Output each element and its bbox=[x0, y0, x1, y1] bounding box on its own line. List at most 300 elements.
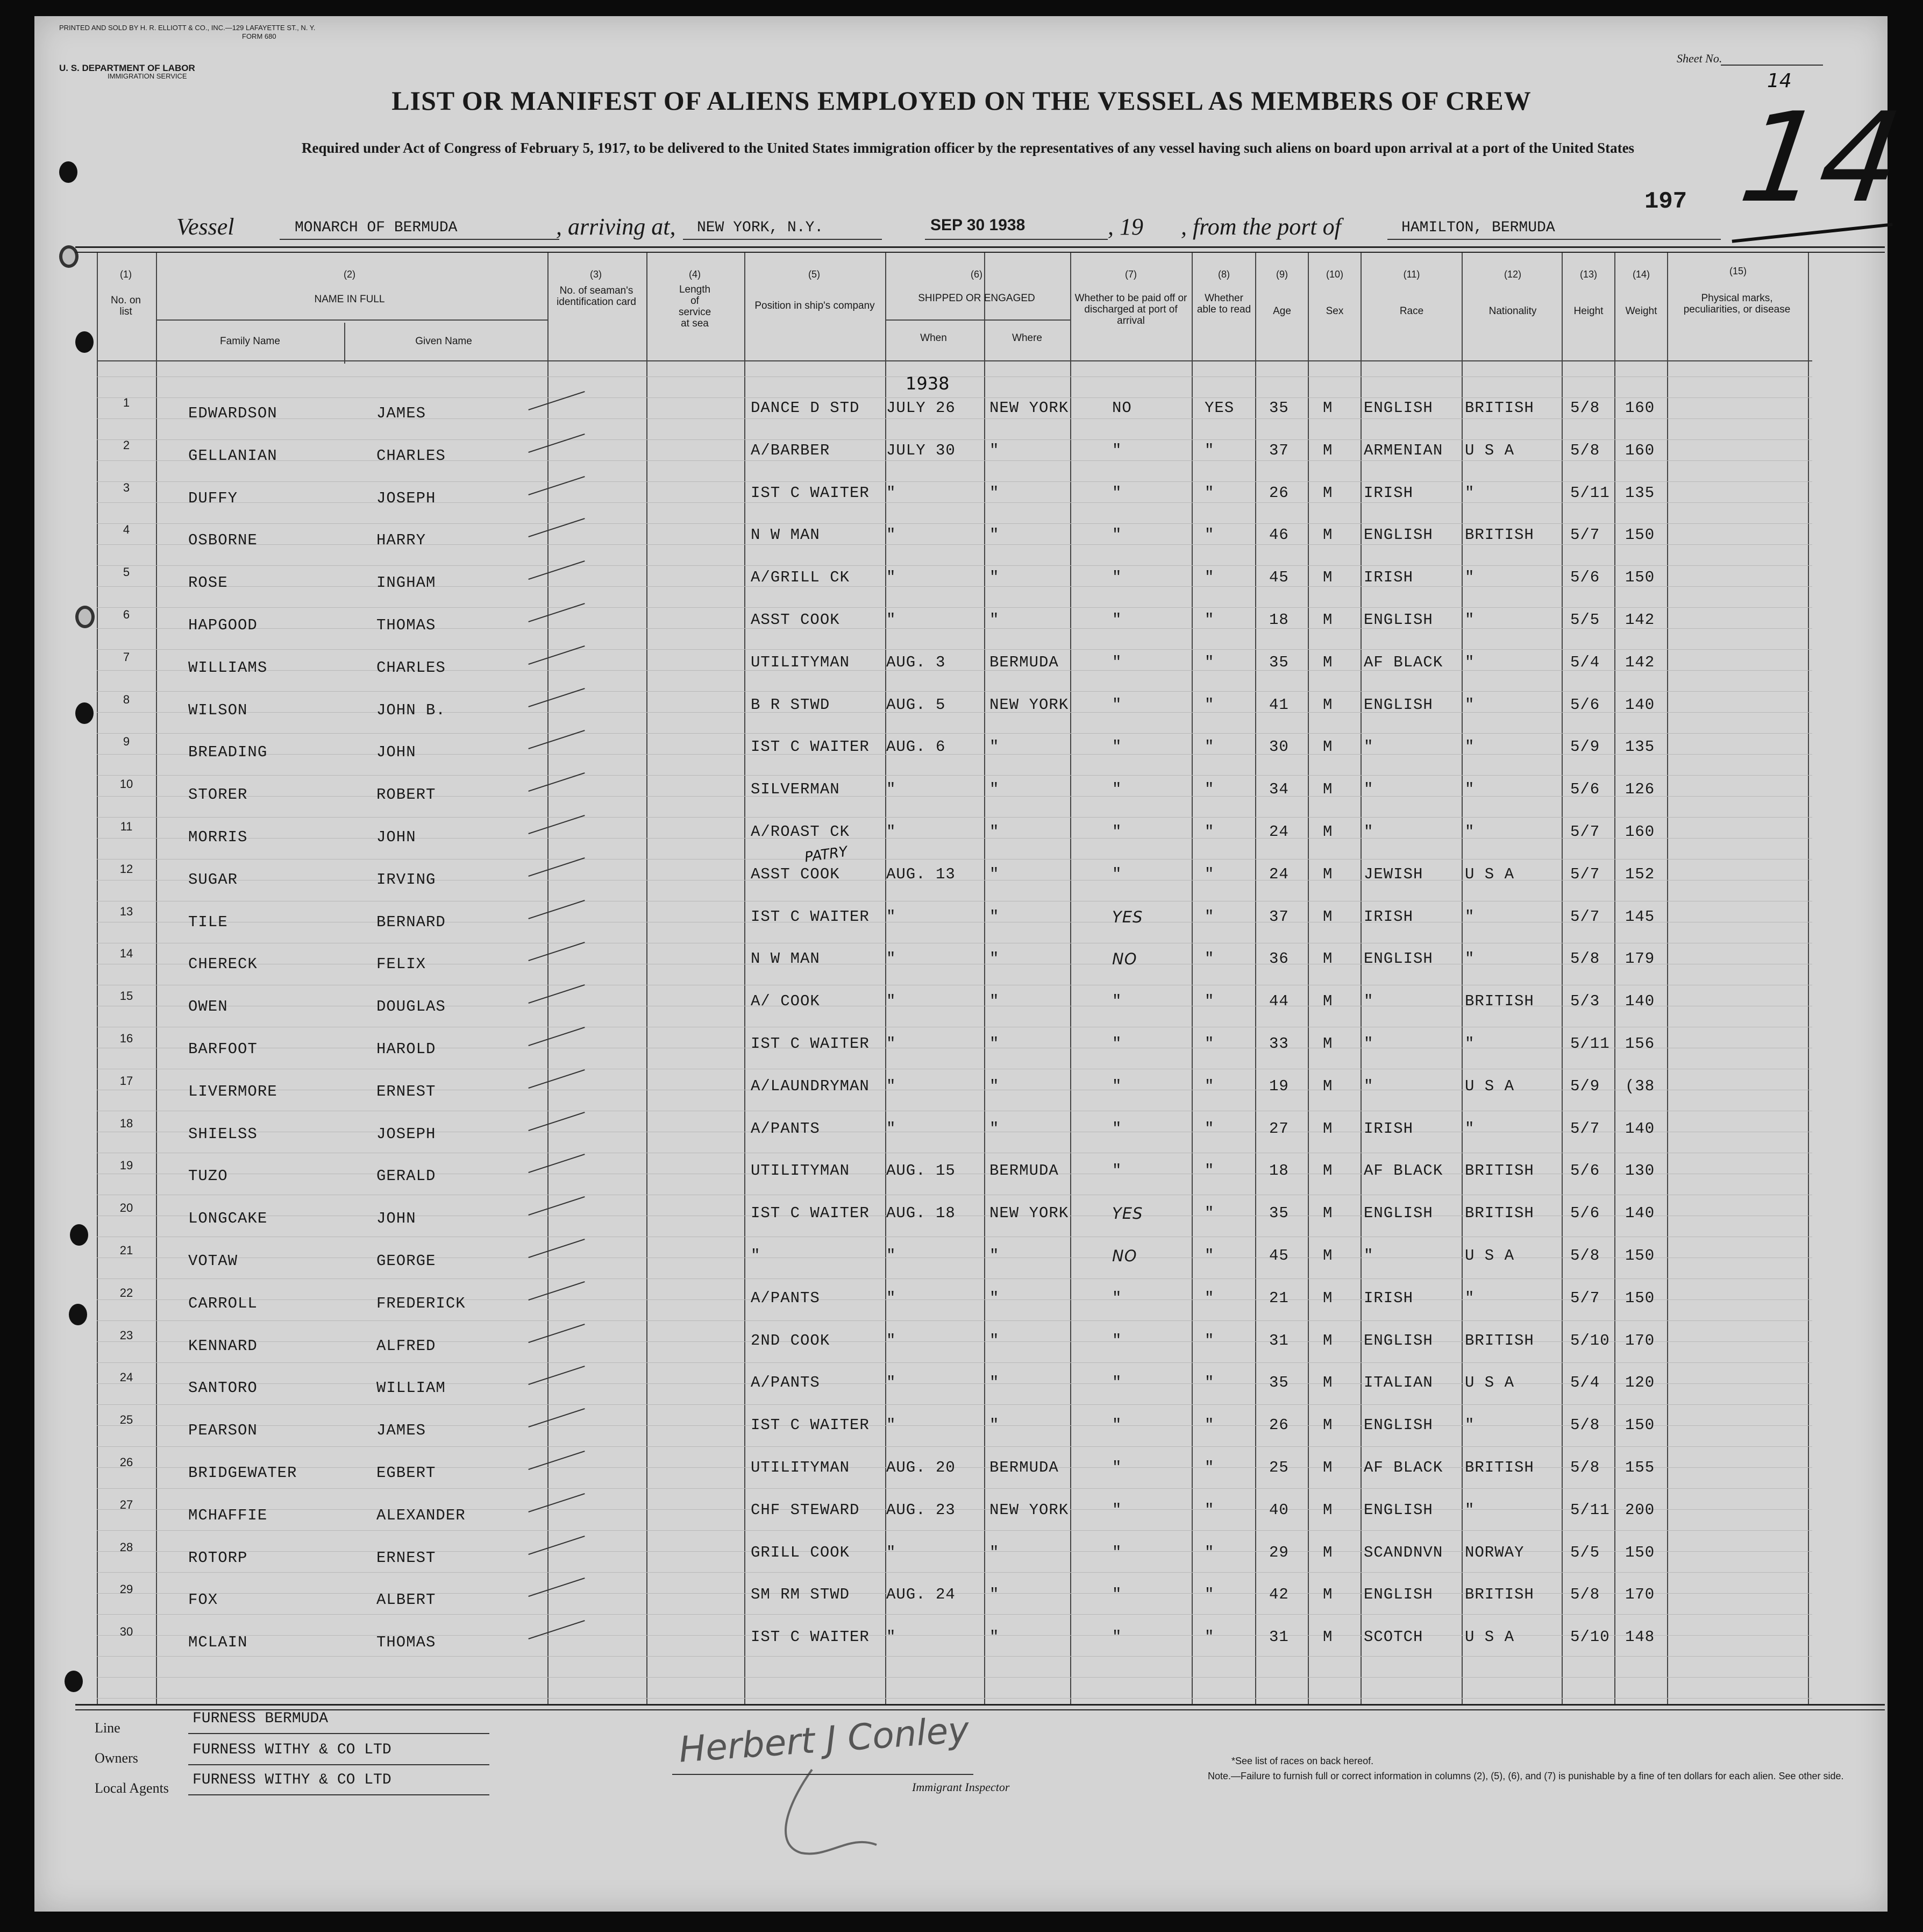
cell-paid: " bbox=[1112, 611, 1122, 629]
cell-family: WILSON bbox=[188, 701, 248, 719]
ruled-line bbox=[97, 733, 1812, 734]
row-number: 13 bbox=[119, 905, 133, 918]
table-top-rule bbox=[75, 246, 1885, 248]
cell-given: ROBERT bbox=[376, 786, 436, 804]
ruled-line bbox=[97, 544, 1812, 545]
cell-weight: 135 bbox=[1625, 738, 1655, 756]
cell-weight: 140 bbox=[1625, 992, 1655, 1010]
cell-when: JULY 30 bbox=[886, 442, 956, 459]
cell-nat: " bbox=[1465, 780, 1475, 798]
ruled-line bbox=[97, 670, 1812, 671]
column-rule bbox=[1667, 253, 1668, 1705]
cell-pos: ASST COOK bbox=[751, 865, 840, 883]
cell-pos: GRILL COOK bbox=[751, 1544, 850, 1561]
cell-pos: A/PANTS bbox=[751, 1120, 820, 1138]
cell-weight: 200 bbox=[1625, 1501, 1655, 1519]
ruled-line bbox=[97, 1299, 1812, 1300]
cell-nat: BRITISH bbox=[1465, 1332, 1534, 1349]
cell-nat: " bbox=[1465, 1289, 1475, 1307]
col9-header: Age bbox=[1273, 306, 1291, 317]
cell-where: " bbox=[989, 442, 1000, 459]
cell-sex: M bbox=[1323, 399, 1333, 417]
cell-when: " bbox=[886, 1628, 896, 1646]
ruled-line bbox=[97, 628, 1812, 629]
cell-given: THOMAS bbox=[376, 616, 436, 634]
cell-weight: 160 bbox=[1625, 442, 1655, 459]
col9-number: (9) bbox=[1276, 269, 1288, 280]
cell-when: " bbox=[886, 908, 896, 926]
cell-family: TILE bbox=[188, 913, 228, 931]
line-underline bbox=[188, 1733, 489, 1734]
cell-age: 34 bbox=[1269, 780, 1289, 798]
cell-weight: 160 bbox=[1625, 399, 1655, 417]
row-number: 18 bbox=[119, 1117, 133, 1130]
cell-height: 5/7 bbox=[1570, 823, 1600, 841]
date-line bbox=[925, 239, 1108, 240]
cell-height: 5/6 bbox=[1570, 780, 1600, 798]
cell-where: " bbox=[989, 1374, 1000, 1391]
ruled-line bbox=[97, 1320, 1812, 1321]
cell-sex: M bbox=[1323, 1586, 1333, 1603]
cell-sex: M bbox=[1323, 1120, 1333, 1138]
cell-read: " bbox=[1205, 1501, 1215, 1519]
cell-weight: 160 bbox=[1625, 823, 1655, 841]
ruled-line bbox=[97, 523, 1812, 524]
cell-pos: " bbox=[751, 1247, 761, 1265]
cell-family: MORRIS bbox=[188, 828, 248, 846]
cell-when: " bbox=[886, 992, 896, 1010]
cell-where: " bbox=[989, 569, 1000, 586]
cell-height: 5/7 bbox=[1570, 1120, 1600, 1138]
cell-given: JOHN bbox=[376, 1210, 416, 1227]
cell-age: 37 bbox=[1269, 908, 1289, 926]
cell-age: 27 bbox=[1269, 1120, 1289, 1138]
cell-read: " bbox=[1205, 1416, 1215, 1434]
cell-when: " bbox=[886, 950, 896, 968]
col6-number: (6) bbox=[971, 269, 982, 280]
agents-label: Local Agents bbox=[95, 1780, 169, 1796]
cell-race: " bbox=[1364, 1247, 1374, 1265]
cell-age: 24 bbox=[1269, 865, 1289, 883]
penalty-note: Note.—Failure to furnish full or correct information in columns (2), (5), (6), and (7) is punishable by a fine of ten dollars for each alien. See other side. bbox=[1208, 1771, 1844, 1781]
cell-paid: " bbox=[1112, 1416, 1122, 1434]
cell-nat: " bbox=[1465, 1416, 1475, 1434]
cell-paid: YES bbox=[1112, 908, 1143, 926]
cell-where: " bbox=[989, 908, 1000, 926]
cell-race: " bbox=[1364, 780, 1374, 798]
cell-race: AF BLACK bbox=[1364, 654, 1443, 671]
inspector-signature: Herbert J Conley bbox=[677, 1709, 971, 1771]
cell-paid: " bbox=[1112, 1501, 1122, 1519]
col7-number: (7) bbox=[1125, 269, 1137, 280]
column-rule bbox=[984, 253, 985, 1705]
cell-age: 19 bbox=[1269, 1077, 1289, 1095]
cell-age: 45 bbox=[1269, 569, 1289, 586]
cell-paid: " bbox=[1112, 484, 1122, 502]
cell-age: 26 bbox=[1269, 1416, 1289, 1434]
cell-sex: M bbox=[1323, 950, 1333, 968]
cell-paid: " bbox=[1112, 1077, 1122, 1095]
cell-race: ENGLISH bbox=[1364, 526, 1433, 544]
cell-race: IRISH bbox=[1364, 569, 1414, 586]
ruled-line bbox=[97, 1425, 1812, 1426]
col3-header: No. of seaman's identification card bbox=[557, 285, 636, 308]
cell-weight: 152 bbox=[1625, 865, 1655, 883]
cell-sex: M bbox=[1323, 865, 1333, 883]
from-label: , from the port of bbox=[1181, 214, 1341, 240]
row-number: 20 bbox=[119, 1201, 133, 1214]
col10-number: (10) bbox=[1326, 269, 1343, 280]
header-rule bbox=[156, 319, 547, 321]
cell-weight: 155 bbox=[1625, 1459, 1655, 1476]
cell-read: " bbox=[1205, 1162, 1215, 1180]
cell-pos: UTILITYMAN bbox=[751, 1459, 850, 1476]
cell-where: " bbox=[989, 780, 1000, 798]
cell-race: SCOTCH bbox=[1364, 1628, 1423, 1646]
cell-height: 5/5 bbox=[1570, 611, 1600, 629]
cell-paid: " bbox=[1112, 1162, 1122, 1180]
cell-read: " bbox=[1205, 526, 1215, 544]
ruled-line bbox=[97, 1341, 1812, 1342]
cell-paid: " bbox=[1112, 442, 1122, 459]
header-bottom-rule bbox=[97, 360, 1812, 361]
column-rule bbox=[1808, 253, 1809, 1705]
signature-flourish bbox=[753, 1764, 893, 1861]
ruled-line bbox=[97, 1278, 1812, 1279]
cell-family: ROTORP bbox=[188, 1549, 248, 1567]
row-number: 26 bbox=[119, 1455, 133, 1469]
cell-age: 18 bbox=[1269, 1162, 1289, 1180]
cell-where: " bbox=[989, 738, 1000, 756]
from-port-line bbox=[1387, 239, 1721, 240]
punch-hole bbox=[75, 606, 95, 628]
cell-race: ENGLISH bbox=[1364, 399, 1433, 417]
cell-height: 5/4 bbox=[1570, 654, 1600, 671]
cell-read: " bbox=[1205, 1035, 1215, 1053]
column-rule bbox=[1462, 253, 1463, 1705]
cell-height: 5/8 bbox=[1570, 1586, 1600, 1603]
cell-nat: BRITISH bbox=[1465, 1162, 1534, 1180]
cell-nat: U S A bbox=[1465, 865, 1515, 883]
cell-sex: M bbox=[1323, 1544, 1333, 1561]
ruled-line bbox=[97, 649, 1812, 650]
column-rule bbox=[885, 253, 886, 1705]
cell-paid: " bbox=[1112, 569, 1122, 586]
cell-weight: 179 bbox=[1625, 950, 1655, 968]
cell-where: " bbox=[989, 611, 1000, 629]
cell-paid: " bbox=[1112, 865, 1122, 883]
cell-given: HAROLD bbox=[376, 1040, 436, 1058]
cell-where: " bbox=[989, 1628, 1000, 1646]
col2-number: (2) bbox=[344, 269, 355, 280]
cell-when: " bbox=[886, 1416, 896, 1434]
sheet-number-label: Sheet No. bbox=[1677, 52, 1722, 65]
punch-hole bbox=[70, 1224, 88, 1246]
cell-race: ARMENIAN bbox=[1364, 442, 1443, 459]
ruled-line bbox=[97, 796, 1812, 797]
cell-sex: M bbox=[1323, 1035, 1333, 1053]
cell-weight: 145 bbox=[1625, 908, 1655, 926]
column-rule bbox=[744, 253, 745, 1705]
cell-nat: BRITISH bbox=[1465, 1459, 1534, 1476]
cell-sex: M bbox=[1323, 738, 1333, 756]
cell-weight: 140 bbox=[1625, 1120, 1655, 1138]
column-rule bbox=[1614, 253, 1615, 1705]
cell-height: 5/11 bbox=[1570, 1035, 1610, 1053]
cell-weight: 120 bbox=[1625, 1374, 1655, 1391]
cell-given: INGHAM bbox=[376, 574, 436, 592]
col10-header: Sex bbox=[1326, 306, 1344, 317]
cell-pos: B R STWD bbox=[751, 696, 830, 714]
cell-given: CHARLES bbox=[376, 659, 446, 677]
cell-sex: M bbox=[1323, 1204, 1333, 1222]
cell-age: 44 bbox=[1269, 992, 1289, 1010]
cell-nat: " bbox=[1465, 950, 1475, 968]
cell-weight: 150 bbox=[1625, 1416, 1655, 1434]
cell-paid: " bbox=[1112, 1628, 1122, 1646]
cell-family: CARROLL bbox=[188, 1295, 258, 1312]
cell-weight: 150 bbox=[1625, 1544, 1655, 1561]
cell-read: " bbox=[1205, 1289, 1215, 1307]
cell-given: EGBERT bbox=[376, 1464, 436, 1482]
cell-read: " bbox=[1205, 1459, 1215, 1476]
cell-nat: " bbox=[1465, 569, 1475, 586]
ruled-line bbox=[97, 1677, 1812, 1678]
cell-where: " bbox=[989, 1120, 1000, 1138]
cell-where: BERMUDA bbox=[989, 654, 1059, 671]
ruled-line bbox=[97, 502, 1812, 503]
cell-sex: M bbox=[1323, 611, 1333, 629]
ruled-line bbox=[97, 565, 1812, 566]
cell-nat: " bbox=[1465, 611, 1475, 629]
cell-given: GEORGE bbox=[376, 1252, 436, 1270]
cell-family: BARFOOT bbox=[188, 1040, 258, 1058]
cell-when: " bbox=[886, 484, 896, 502]
cell-given: ALBERT bbox=[376, 1591, 436, 1609]
cell-given: JOSEPH bbox=[376, 489, 436, 507]
cell-when: AUG. 6 bbox=[886, 738, 946, 756]
col3-number: (3) bbox=[590, 269, 602, 280]
cell-nat: " bbox=[1465, 738, 1475, 756]
cell-race: ENGLISH bbox=[1364, 1501, 1433, 1519]
cell-family: MCHAFFIE bbox=[188, 1507, 268, 1524]
ruled-line bbox=[97, 481, 1812, 482]
cell-height: 5/3 bbox=[1570, 992, 1600, 1010]
cell-pos: UTILITYMAN bbox=[751, 1162, 850, 1180]
cell-weight: 150 bbox=[1625, 569, 1655, 586]
cell-nat: " bbox=[1465, 1501, 1475, 1519]
cell-height: 5/6 bbox=[1570, 696, 1600, 714]
col1-header: No. on list bbox=[111, 295, 141, 317]
cell-pos: IST C WAITER bbox=[751, 1035, 870, 1053]
cell-paid: " bbox=[1112, 1374, 1122, 1391]
cell-paid: NO bbox=[1112, 950, 1137, 968]
cell-where: " bbox=[989, 1247, 1000, 1265]
cell-when: AUG. 5 bbox=[886, 696, 946, 714]
col6-header: SHIPPED OR ENGAGED bbox=[918, 293, 1035, 304]
ruled-line bbox=[97, 586, 1812, 587]
year-annotation: 1938 bbox=[906, 373, 950, 394]
cell-family: DUFFY bbox=[188, 489, 238, 507]
cell-when: AUG. 18 bbox=[886, 1204, 956, 1222]
cell-weight: 135 bbox=[1625, 484, 1655, 502]
pastry-annotation: PATRY bbox=[803, 843, 849, 866]
cell-when: AUG. 15 bbox=[886, 1162, 956, 1180]
cell-race: " bbox=[1364, 823, 1374, 841]
cell-weight: 150 bbox=[1625, 526, 1655, 544]
col8-number: (8) bbox=[1218, 269, 1230, 280]
cell-read: " bbox=[1205, 696, 1215, 714]
cell-where: " bbox=[989, 865, 1000, 883]
column-rule bbox=[1562, 253, 1563, 1705]
arriving-port: NEW YORK, N.Y. bbox=[697, 219, 824, 236]
cell-read: YES bbox=[1205, 399, 1235, 417]
cell-family: FOX bbox=[188, 1591, 218, 1609]
cell-race: IRISH bbox=[1364, 1289, 1414, 1307]
ruled-line bbox=[97, 859, 1812, 860]
row-number: 6 bbox=[123, 608, 130, 621]
cell-family: SUGAR bbox=[188, 871, 238, 889]
cell-race: ENGLISH bbox=[1364, 1332, 1433, 1349]
cell-height: 5/10 bbox=[1570, 1628, 1610, 1646]
cell-sex: M bbox=[1323, 654, 1333, 671]
cell-when: AUG. 13 bbox=[886, 865, 956, 883]
cell-where: NEW YORK bbox=[989, 1204, 1069, 1222]
cell-weight: 140 bbox=[1625, 1204, 1655, 1222]
cell-sex: M bbox=[1323, 1459, 1333, 1476]
cell-paid: " bbox=[1112, 1459, 1122, 1476]
cell-pos: IST C WAITER bbox=[751, 908, 870, 926]
cell-family: VOTAW bbox=[188, 1252, 238, 1270]
cell-nat: " bbox=[1465, 696, 1475, 714]
col11-number: (11) bbox=[1403, 269, 1420, 280]
ruled-line bbox=[97, 1362, 1812, 1363]
cell-when: AUG. 24 bbox=[886, 1586, 956, 1603]
ruled-line bbox=[97, 460, 1812, 461]
cell-race: ENGLISH bbox=[1364, 1204, 1433, 1222]
cell-height: 5/6 bbox=[1570, 569, 1600, 586]
cell-when: AUG. 23 bbox=[886, 1501, 956, 1519]
col11-header: Race bbox=[1399, 306, 1424, 317]
cell-pos: IST C WAITER bbox=[751, 1204, 870, 1222]
cell-given: IRVING bbox=[376, 871, 436, 889]
cell-nat: U S A bbox=[1465, 1628, 1515, 1646]
col14-number: (14) bbox=[1632, 269, 1650, 280]
cell-when: AUG. 3 bbox=[886, 654, 946, 671]
cell-paid: YES bbox=[1112, 1204, 1143, 1223]
cell-pos: A/LAUNDRYMAN bbox=[751, 1077, 870, 1095]
row-number: 19 bbox=[119, 1159, 133, 1172]
row-number: 22 bbox=[119, 1286, 133, 1299]
cell-where: " bbox=[989, 1077, 1000, 1095]
cell-pos: IST C WAITER bbox=[751, 1416, 870, 1434]
cell-sex: M bbox=[1323, 442, 1333, 459]
cell-when: " bbox=[886, 1544, 896, 1561]
cell-paid: " bbox=[1112, 1586, 1122, 1603]
cell-sex: M bbox=[1323, 526, 1333, 544]
sheet-number-line bbox=[1721, 65, 1823, 66]
column-rule bbox=[97, 253, 98, 1705]
cell-read: " bbox=[1205, 908, 1215, 926]
cell-given: FELIX bbox=[376, 955, 426, 973]
cell-read: " bbox=[1205, 1374, 1215, 1391]
cell-read: " bbox=[1205, 823, 1215, 841]
cell-family: GELLANIAN bbox=[188, 447, 277, 465]
cell-read: " bbox=[1205, 1204, 1215, 1222]
cell-family: CHERECK bbox=[188, 955, 258, 973]
col1-number: (1) bbox=[120, 269, 132, 280]
row-number: 11 bbox=[120, 820, 133, 833]
col8-header: Whether able to read bbox=[1196, 293, 1251, 315]
cell-height: 5/5 bbox=[1570, 1544, 1600, 1561]
agents-value: FURNESS WITHY & CO LTD bbox=[193, 1772, 391, 1788]
cell-pos: N W MAN bbox=[751, 950, 820, 968]
column-rule bbox=[156, 253, 157, 1705]
row-number: 3 bbox=[123, 481, 130, 494]
ruled-line bbox=[97, 1614, 1812, 1615]
cell-race: ENGLISH bbox=[1364, 611, 1433, 629]
cell-race: AF BLACK bbox=[1364, 1459, 1443, 1476]
ruled-line bbox=[97, 1698, 1812, 1699]
column-rule bbox=[1255, 253, 1256, 1705]
cell-height: 5/6 bbox=[1570, 1204, 1600, 1222]
cell-weight: 142 bbox=[1625, 654, 1655, 671]
row-number: 23 bbox=[119, 1329, 133, 1342]
cell-read: " bbox=[1205, 611, 1215, 629]
col2b-header: Given Name bbox=[415, 336, 472, 347]
row-number: 1 bbox=[123, 396, 130, 409]
cell-height: 5/7 bbox=[1570, 865, 1600, 883]
row-number: 30 bbox=[119, 1625, 133, 1638]
ruled-line bbox=[97, 691, 1812, 692]
cell-sex: M bbox=[1323, 1289, 1333, 1307]
cell-pos: IST C WAITER bbox=[751, 738, 870, 756]
cell-family: LONGCAKE bbox=[188, 1210, 268, 1227]
cell-age: 35 bbox=[1269, 1204, 1289, 1222]
cell-sex: M bbox=[1323, 484, 1333, 502]
cell-read: " bbox=[1205, 1077, 1215, 1095]
owners-underline bbox=[188, 1764, 489, 1765]
cell-age: 42 bbox=[1269, 1586, 1289, 1603]
arriving-port-line bbox=[683, 239, 882, 240]
cell-read: " bbox=[1205, 738, 1215, 756]
ruled-line bbox=[97, 1404, 1812, 1405]
cell-race: JEWISH bbox=[1364, 865, 1423, 883]
cell-sex: M bbox=[1323, 1374, 1333, 1391]
cell-given: GERALD bbox=[376, 1167, 436, 1185]
cell-sex: M bbox=[1323, 992, 1333, 1010]
cell-family: STORER bbox=[188, 786, 248, 804]
cell-read: " bbox=[1205, 654, 1215, 671]
cell-nat: BRITISH bbox=[1465, 1204, 1534, 1222]
column-rule bbox=[1308, 253, 1309, 1705]
col13-header: Height bbox=[1573, 306, 1604, 317]
col15-number: (15) bbox=[1729, 266, 1747, 276]
col2a-header: Family Name bbox=[220, 336, 280, 347]
cell-paid: " bbox=[1112, 1035, 1122, 1053]
cell-paid: " bbox=[1112, 1120, 1122, 1138]
inspector-line bbox=[672, 1774, 973, 1775]
ruled-line bbox=[97, 1488, 1812, 1489]
row-number: 24 bbox=[119, 1370, 133, 1384]
cell-sex: M bbox=[1323, 908, 1333, 926]
ruled-line bbox=[97, 439, 1812, 440]
cell-family: ROSE bbox=[188, 574, 228, 592]
cell-weight: 126 bbox=[1625, 780, 1655, 798]
cell-when: " bbox=[886, 1289, 896, 1307]
cell-nat: BRITISH bbox=[1465, 399, 1534, 417]
row-number: 17 bbox=[119, 1074, 133, 1088]
